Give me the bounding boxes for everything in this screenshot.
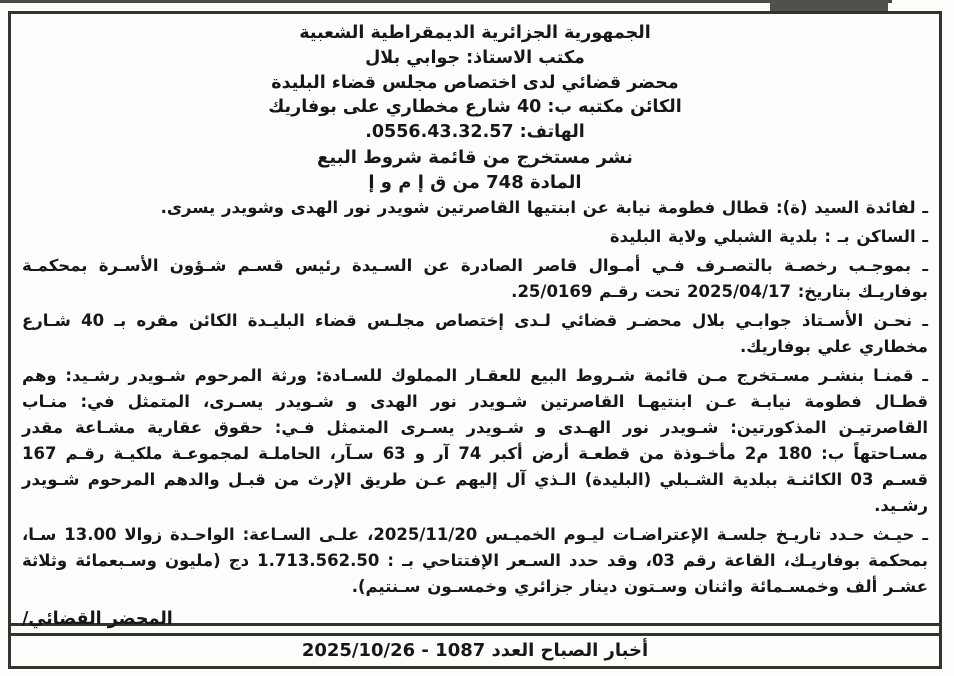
scan-edge-line	[0, 0, 892, 3]
bailiff-signature-line: المحضر القضائي/	[22, 608, 173, 629]
newspaper-issue-date-label: أخبار الصباح العدد 1087 - 2025/10/26	[301, 640, 649, 661]
newspaper-footer-strip	[8, 633, 942, 669]
notice-frame	[8, 11, 942, 629]
notice-title: نشر مستخرج من قائمة شروط البيع	[317, 146, 633, 168]
office-phone-line: الهاتف: 0556.43.32.57.	[365, 122, 585, 143]
hearing-and-price-paragraph: ـ حيـث حـدد تاريـخ جلسـة الإعتراضـات ليـوم الخميـس 2025/11/20، علـى السـاعة: الواحـدة زوالا 13.00 سـا، بمحكمة بوفاريـك، القاعة رقم 03، وقد حدد السـعر الإفتتاحي بـ : 1.713.562.50 دج (مليون وسـبعمائة وثلاثة عشـر ألف وخمسـمائة واثنان وسـتون دينار جزائري وخمسـون سـنتيم).	[22, 524, 928, 596]
residence-paragraph: ـ الساكن بـ : بلدية الشبلي ولاية البليدة	[609, 226, 928, 246]
office-address-line: الكائن مكتبه ب: 40 شارع مخطاري على بوفاريك	[268, 97, 682, 118]
bailiff-declaration-paragraph: ـ نحـن الأسـتاذ جوابـي بلال محضـر قضائي لـدى إختصاص مجلـس قضاء البليـدة الكائن مقره بـ 40 شـارع مخطاري علي بوفاريك.	[22, 310, 928, 356]
property-description-paragraph: ـ قمنـا بنشـر مسـتخرج مـن قائمة شـروط البيع للعقـار المملوك للسـادة: ورثة المرحوم شـويدر رشـيد: وهم قطـال فطومة نيابـة عـن ابنتيهـا القاصرتين شـويدر نور الهدى و شـويدر يسـرى، المتمثل في: منـاب القاصرتيـن المذكورتين: شـويدر نور الهـدى و شـويدر يسـرى المتمثل فـي: حقوق عقارية مشـاعة مقدر مسـاحتهاً ب: 180 م2 مأخـوذة من قطعـة أرض أكبر 74 آر و 63 سـآر، الحاملـة لمجموعـة ملكيـة رقـم 167 قسـم 03 الكائنـة ببلدية الشـبلي (البليدة) الـذي آل إليهم عـن طريق الإرث من قبـل والدهم المرحوم شـويدر رشـيد.	[22, 365, 929, 515]
frame-connector-left	[8, 625, 11, 633]
country-header-line: الجمهورية الجزائرية الديمقراطية الشعبية	[299, 23, 651, 43]
authorization-paragraph: ـ بموجـب رخصـة بالتصـرف فـي أمـوال قاصر الصادرة عن السـيدة رئيس قسـم شـؤون الأسـرة بمحكمـة بوفاريـك بتاريخ: 2025/04/17 تحت رقـم 25/0169.	[22, 255, 928, 301]
bailiff-role-line: محضر قضائي لدى اختصاص مجلس قضاء البليدة	[271, 72, 679, 93]
frame-connector-right	[939, 625, 942, 633]
legal-article-line: المادة 748 من ق إ م و إ	[368, 171, 582, 193]
beneficiary-paragraph: ـ لفائدة السيد (ة): قطال فطومة نيابة عن ابنتيها القاصرتين شويدر نور الهدى وشويدر يسرى.	[160, 197, 928, 217]
bailiff-office-line: مكتب الاستاذ: جوابي بلال	[365, 47, 585, 68]
scan-artifact-tab	[770, 0, 888, 11]
